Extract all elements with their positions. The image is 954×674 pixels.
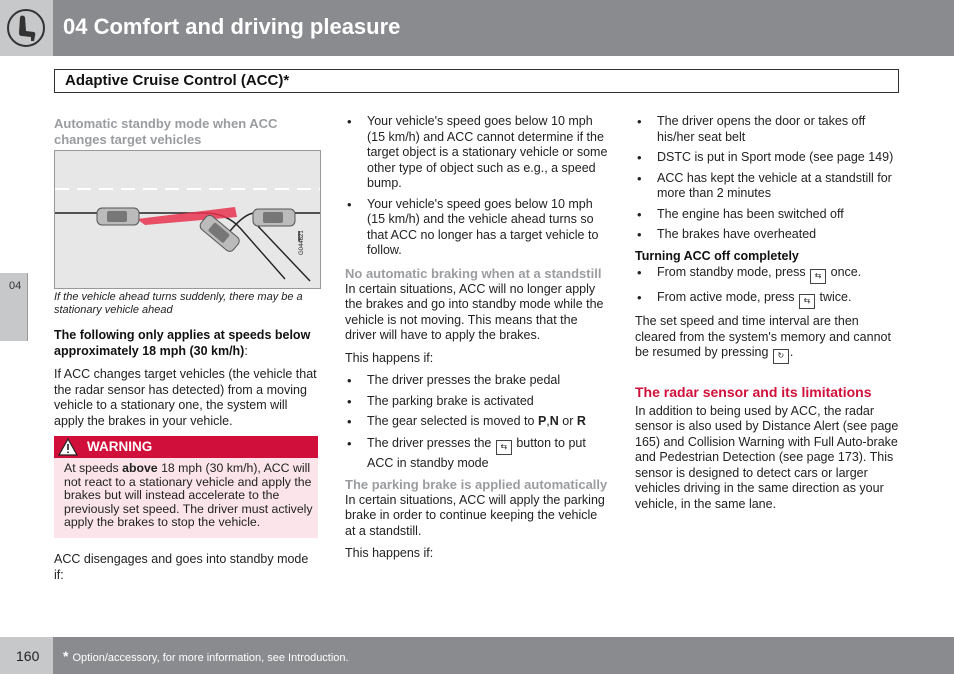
- warning-title: WARNING: [87, 439, 153, 454]
- acc-scene-drawing: [55, 151, 320, 288]
- subheading-turn-off: Turning ACC off completely: [635, 248, 799, 263]
- column-1-body: [54, 291, 319, 429]
- standby-button-text-post: button to put ACC in standby mode: [367, 435, 586, 470]
- subheading-no-braking: No automatic braking when at a standstill: [345, 265, 602, 281]
- speed-note-colon: :: [244, 343, 248, 358]
- standby-conditions-list: [345, 114, 610, 259]
- figure-caption: If the vehicle ahead turns suddenly, there may be a stationary vehicle ahead: [54, 291, 303, 316]
- subheading-parking-brake: The parking brake is applied automatically: [345, 476, 608, 492]
- list-item: [345, 414, 610, 430]
- subheading-standby: Automatic standby mode when ACC changes target vehicles: [54, 116, 278, 147]
- gear-or: or: [558, 414, 577, 428]
- footnote-text: Option/accessory, for more information, see Introduction.: [72, 652, 349, 664]
- list-item: • DSTC is put in Sport mode (see page 149): [635, 150, 901, 166]
- turn-off-list: [635, 264, 901, 309]
- seat-icon: [0, 0, 53, 56]
- off-active-pre: From active mode, press: [657, 290, 799, 304]
- page-number: 160: [16, 648, 40, 664]
- parking-brake-conditions-list: [635, 114, 901, 243]
- parking-brake-paragraph: In certain situations, ACC will apply the parking brake in order to continue keeping the vehicle at a standstill.: [345, 492, 605, 538]
- section-title: Adaptive Cruise Control (ACC)*: [65, 72, 290, 89]
- reset-paragraph: [635, 314, 901, 364]
- target-change-paragraph: If ACC changes target vehicles (the vehicle that the radar sensor has detected) from a moving vehicle to a stationary one, the system will apply the brakes in your vehicle.: [54, 367, 317, 428]
- acc-illustration: [54, 150, 321, 289]
- gear-n: N: [549, 414, 559, 428]
- column-1: [54, 116, 319, 148]
- list-item: • The engine has been switched off: [635, 207, 901, 223]
- column-3: [635, 114, 901, 512]
- car-own: [97, 208, 139, 225]
- warning-text: [64, 462, 314, 530]
- off-active-post: twice.: [816, 290, 852, 304]
- list-item: • The driver presses the brake pedal: [345, 373, 610, 389]
- off-standby-pre: From standby mode, press: [657, 265, 810, 279]
- reset-text: The set speed and time interval are then cleared from the system's memory and cannot be resumed by pressing: [635, 314, 891, 359]
- car-stationary: [253, 209, 295, 226]
- warning-text-pre: At speeds: [64, 461, 123, 475]
- reset-text-end: .: [789, 345, 794, 359]
- warning-triangle-icon: [58, 438, 78, 456]
- standby-intro: [54, 552, 319, 583]
- list-item: • ACC has kept the vehicle at a standstill for more than 2 minutes: [635, 171, 901, 202]
- list-item: • The brakes have overheated: [635, 227, 901, 243]
- list-item: • Your vehicle's speed goes below 10 mph (15 km/h) and the vehicle ahead turns so that ACC no longer has a target vehicle to follow.: [345, 197, 610, 259]
- speed-note: [54, 328, 319, 359]
- footnote-star: *: [63, 648, 69, 664]
- standby-button-text-pre: The driver presses the: [367, 435, 495, 450]
- warning-text-bold: above: [122, 461, 158, 475]
- gear-r: R: [576, 414, 586, 428]
- subheading-radar: The radar sensor and its limitations: [635, 384, 872, 400]
- no-braking-list: [345, 373, 610, 472]
- standby-intro-text: ACC disengages and goes into standby mode if:: [54, 552, 309, 582]
- acc-standby-button-icon: ⇆: [496, 440, 512, 455]
- acc-button-icon: ⇆: [810, 269, 826, 284]
- list-item: • The parking brake is activated: [345, 394, 610, 410]
- gear-p: P: [537, 414, 547, 428]
- chapter-side-tab-label: 04: [9, 280, 22, 292]
- column-2: [345, 114, 610, 562]
- radar-paragraph: In addition to being used by ACC, the radar sensor is also used by Distance Alert (see page 165) and Collision Warning with Full Auto-brake and Pedestrian Detection (see page 173). This sensor is designed to detect cars or larger vehicles driving in the same direction as your vehicle, in the same lane.: [635, 403, 899, 511]
- warning-body: [54, 458, 318, 538]
- gear-comma: ,: [546, 414, 550, 428]
- chapter-title: 04 Comfort and driving pleasure: [63, 14, 401, 39]
- list-item: • Your vehicle's speed goes below 10 mph (15 km/h) and ACC cannot determine if the target object is a stationary vehicle or some other type of object such as e.g., a speed bump.: [345, 114, 610, 192]
- list-item: [635, 264, 901, 284]
- happens-if-label-2: This happens if:: [345, 546, 434, 560]
- footnote: [63, 648, 349, 664]
- warning-header: [54, 436, 318, 458]
- figure-code: G044621: [299, 230, 305, 255]
- list-item: • The driver opens the door or takes off his/her seat belt: [635, 114, 901, 145]
- no-braking-paragraph: In certain situations, ACC will no longer apply the brakes and go into standby mode while the vehicle is not moving. This means that the driver will have to apply the brakes.: [345, 281, 604, 342]
- acc-button-icon: ⇆: [799, 294, 815, 309]
- off-standby-post: once.: [827, 265, 862, 279]
- gear-text: The gear selected is moved to: [367, 414, 538, 428]
- chapter-icon-box: [0, 0, 53, 56]
- list-item: [345, 435, 610, 472]
- warning-text-post: 18 mph (30 km/h), ACC will not react to a stationary vehicle and apply the brakes but will instead accelerate to the previously set speed. The driver must actively apply the brakes to stop the vehicle.: [64, 461, 313, 529]
- happens-if-label: This happens if:: [345, 350, 434, 365]
- list-item: [635, 289, 901, 309]
- resume-button-icon: ↻: [773, 349, 789, 364]
- speed-note-bold: The following only applies at speeds below approximately 18 mph (30 km/h): [54, 328, 311, 358]
